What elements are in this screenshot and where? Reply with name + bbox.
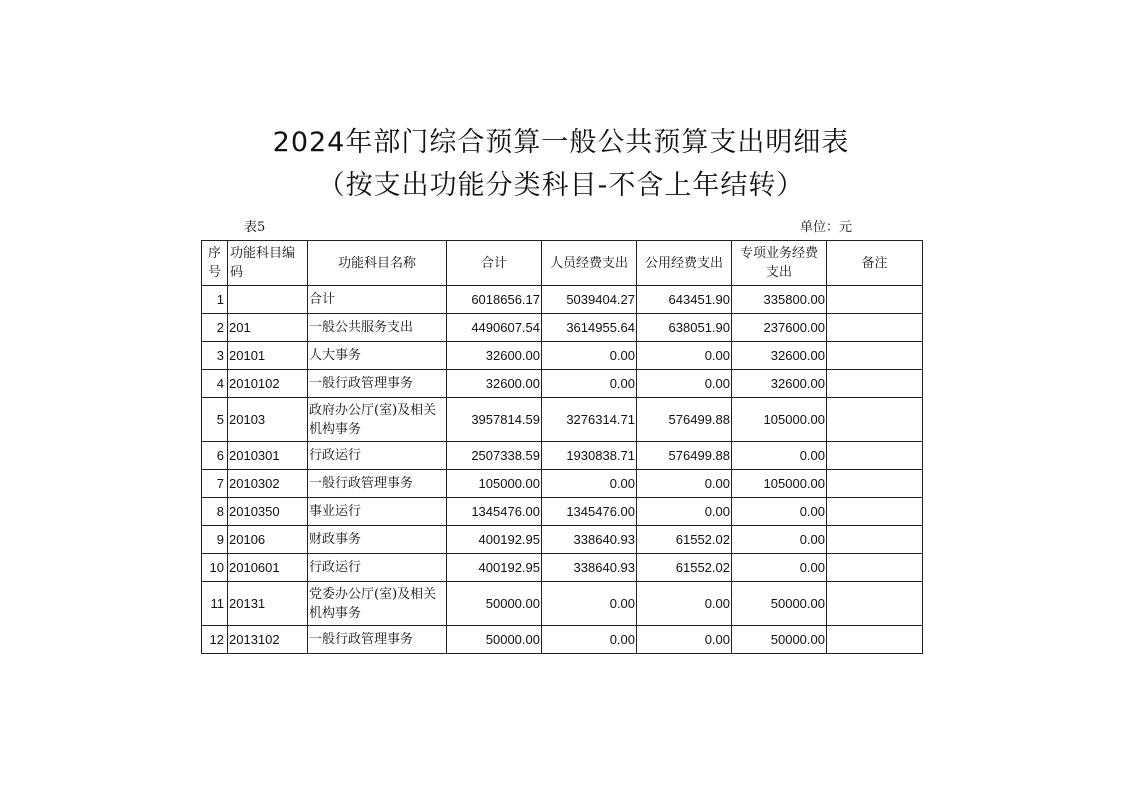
unit-label: 单位：元 <box>800 220 853 235</box>
table-row <box>202 286 923 314</box>
table-number: 表5 <box>244 220 266 235</box>
cell-public: 576499.88 <box>637 398 732 442</box>
cell-project: 335800.00 <box>732 286 827 314</box>
cell-code: 201 <box>228 314 308 342</box>
cell-seq: 12 <box>202 626 228 654</box>
cell-personnel: 3614955.64 <box>542 314 637 342</box>
cell-seq: 6 <box>202 442 228 470</box>
cell-public: 61552.02 <box>637 526 732 554</box>
cell-name: 行政运行 <box>308 442 447 470</box>
cell-note <box>827 442 923 470</box>
cell-personnel: 0.00 <box>542 370 637 398</box>
cell-seq: 9 <box>202 526 228 554</box>
cell-personnel: 338640.93 <box>542 554 637 582</box>
cell-project: 0.00 <box>732 498 827 526</box>
cell-personnel: 338640.93 <box>542 526 637 554</box>
cell-public: 643451.90 <box>637 286 732 314</box>
cell-total: 32600.00 <box>447 370 542 398</box>
cell-note <box>827 498 923 526</box>
cell-public: 638051.90 <box>637 314 732 342</box>
cell-public: 0.00 <box>637 498 732 526</box>
cell-public: 0.00 <box>637 626 732 654</box>
cell-note <box>827 286 923 314</box>
cell-note <box>827 398 923 442</box>
cell-code: 2010301 <box>228 442 308 470</box>
cell-total: 2507338.59 <box>447 442 542 470</box>
cell-name: 财政事务 <box>308 526 447 554</box>
header-project: 专项业务经费支出 <box>732 241 827 286</box>
cell-total: 50000.00 <box>447 626 542 654</box>
cell-code: 2010302 <box>228 470 308 498</box>
cell-personnel: 1930838.71 <box>542 442 637 470</box>
cell-seq: 10 <box>202 554 228 582</box>
cell-total: 50000.00 <box>447 582 542 626</box>
cell-total: 400192.95 <box>447 526 542 554</box>
cell-code: 20103 <box>228 398 308 442</box>
cell-code: 2010350 <box>228 498 308 526</box>
cell-name: 一般行政管理事务 <box>308 626 447 654</box>
cell-project: 105000.00 <box>732 470 827 498</box>
header-name: 功能科目名称 <box>308 241 447 286</box>
table-row <box>202 554 923 582</box>
table-row <box>202 526 923 554</box>
table-row <box>202 582 923 626</box>
cell-seq: 8 <box>202 498 228 526</box>
cell-personnel: 0.00 <box>542 582 637 626</box>
table-row <box>202 442 923 470</box>
cell-name: 事业运行 <box>308 498 447 526</box>
cell-total: 400192.95 <box>447 554 542 582</box>
cell-project: 237600.00 <box>732 314 827 342</box>
cell-public: 576499.88 <box>637 442 732 470</box>
cell-name: 行政运行 <box>308 554 447 582</box>
cell-code <box>228 286 308 314</box>
table-row <box>202 626 923 654</box>
cell-name: 一般行政管理事务 <box>308 470 447 498</box>
cell-note <box>827 626 923 654</box>
cell-seq: 1 <box>202 286 228 314</box>
cell-note <box>827 526 923 554</box>
table-row <box>202 470 923 498</box>
cell-project: 0.00 <box>732 526 827 554</box>
header-seq: 序号 <box>202 241 228 286</box>
cell-name: 党委办公厅(室)及相关机构事务 <box>308 582 447 626</box>
header-public: 公用经费支出 <box>637 241 732 286</box>
cell-seq: 11 <box>202 582 228 626</box>
cell-public: 61552.02 <box>637 554 732 582</box>
table-row <box>202 398 923 442</box>
header-code: 功能科目编码 <box>228 241 308 286</box>
cell-personnel: 0.00 <box>542 470 637 498</box>
header-personnel: 人员经费支出 <box>542 241 637 286</box>
page-title: 2024年部门综合预算一般公共预算支出明细表 <box>272 127 850 158</box>
cell-public: 0.00 <box>637 582 732 626</box>
cell-note <box>827 582 923 626</box>
cell-total: 6018656.17 <box>447 286 542 314</box>
cell-project: 105000.00 <box>732 398 827 442</box>
cell-project: 32600.00 <box>732 370 827 398</box>
cell-code: 20131 <box>228 582 308 626</box>
cell-name: 一般公共服务支出 <box>308 314 447 342</box>
cell-total: 1345476.00 <box>447 498 542 526</box>
cell-code: 2010102 <box>228 370 308 398</box>
cell-project: 32600.00 <box>732 342 827 370</box>
header-total: 合计 <box>447 241 542 286</box>
cell-name: 一般行政管理事务 <box>308 370 447 398</box>
cell-personnel: 0.00 <box>542 342 637 370</box>
cell-seq: 5 <box>202 398 228 442</box>
cell-code: 20101 <box>228 342 308 370</box>
cell-note <box>827 554 923 582</box>
cell-total: 105000.00 <box>447 470 542 498</box>
cell-project: 0.00 <box>732 554 827 582</box>
cell-total: 3957814.59 <box>447 398 542 442</box>
cell-public: 0.00 <box>637 470 732 498</box>
cell-name: 人大事务 <box>308 342 447 370</box>
table-header-row <box>202 241 923 286</box>
cell-project: 0.00 <box>732 442 827 470</box>
cell-seq: 7 <box>202 470 228 498</box>
cell-public: 0.00 <box>637 342 732 370</box>
cell-seq: 3 <box>202 342 228 370</box>
cell-personnel: 1345476.00 <box>542 498 637 526</box>
cell-name: 政府办公厅(室)及相关机构事务 <box>308 398 447 442</box>
cell-personnel: 3276314.71 <box>542 398 637 442</box>
cell-note <box>827 470 923 498</box>
table-row <box>202 314 923 342</box>
cell-personnel: 5039404.27 <box>542 286 637 314</box>
cell-note <box>827 314 923 342</box>
cell-code: 2010601 <box>228 554 308 582</box>
cell-project: 50000.00 <box>732 582 827 626</box>
table-row <box>202 342 923 370</box>
header-note: 备注 <box>827 241 923 286</box>
cell-name: 合计 <box>308 286 447 314</box>
cell-public: 0.00 <box>637 370 732 398</box>
cell-seq: 2 <box>202 314 228 342</box>
cell-total: 4490607.54 <box>447 314 542 342</box>
cell-project: 50000.00 <box>732 626 827 654</box>
cell-total: 32600.00 <box>447 342 542 370</box>
cell-code: 2013102 <box>228 626 308 654</box>
table-row <box>202 498 923 526</box>
table-row <box>202 370 923 398</box>
cell-code: 20106 <box>228 526 308 554</box>
cell-seq: 4 <box>202 370 228 398</box>
cell-note <box>827 370 923 398</box>
cell-note <box>827 342 923 370</box>
expenditure-table <box>201 240 923 654</box>
cell-personnel: 0.00 <box>542 626 637 654</box>
page-subtitle: （按支出功能分类科目-不含上年结转） <box>317 170 805 201</box>
